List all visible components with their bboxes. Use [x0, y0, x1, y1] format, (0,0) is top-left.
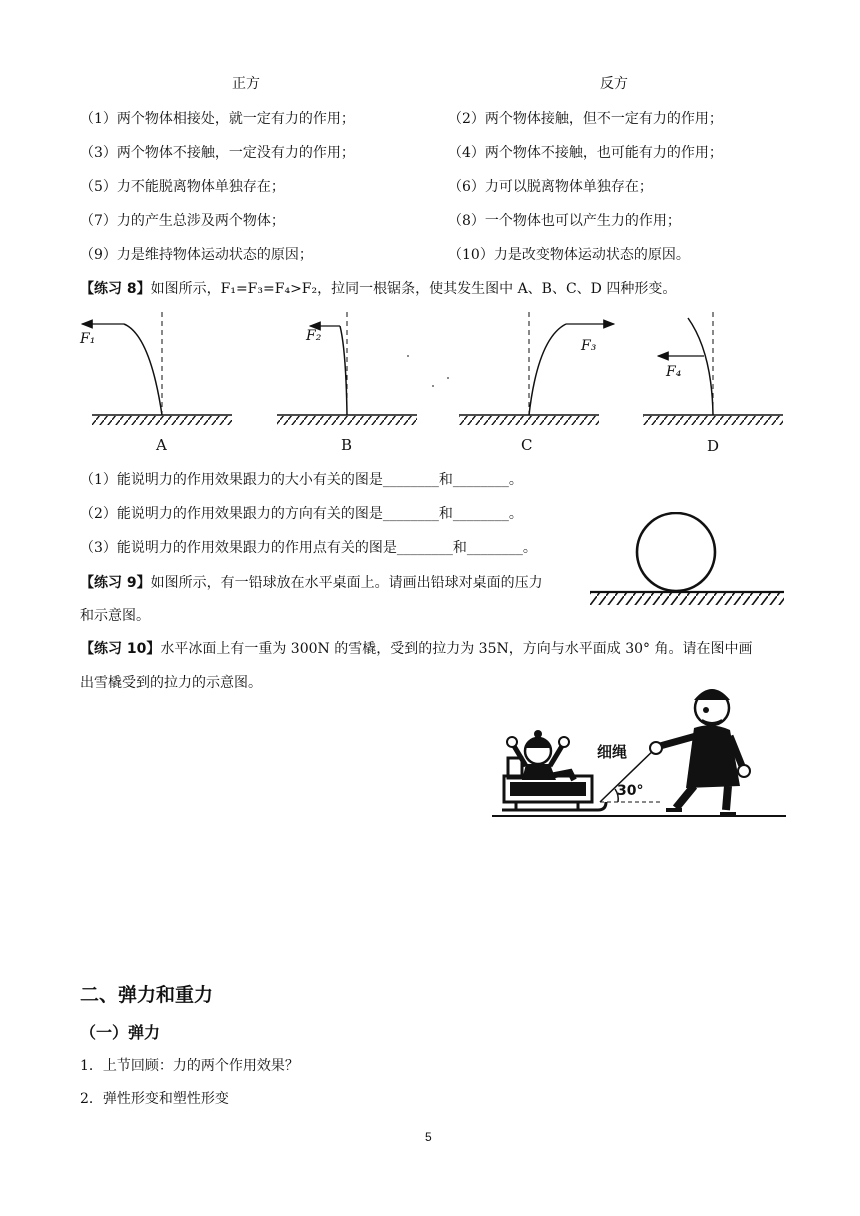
- right-column-header: 反方: [600, 76, 628, 92]
- sled-figure: [490, 676, 790, 826]
- exercise-8-question-2: （2）能说明力的作用效果跟力的方向有关的图是________和________。: [80, 506, 523, 522]
- exercise-9-prompt: [80, 572, 543, 592]
- statement-2: （2）两个物体接触，但不一定有力的作用；: [448, 111, 723, 127]
- angle-label: 30°: [617, 783, 644, 799]
- panel-b: [277, 312, 417, 425]
- panel-label-b: B: [341, 436, 353, 454]
- exercise-10-prompt: [80, 638, 752, 658]
- section-item-2: 2．弹性形变和塑性形变: [80, 1091, 229, 1107]
- ball-on-table-figure: [588, 512, 788, 612]
- panel-label-c: C: [521, 436, 533, 454]
- subsection-title: （一）弹力: [80, 1023, 161, 1042]
- section-item-1: 1．上节回顾：力的两个作用效果？: [80, 1058, 299, 1074]
- sled: [502, 758, 606, 810]
- exercise-8-prompt: [80, 278, 676, 298]
- shot-put-ball: [637, 513, 715, 591]
- statement-7: （7）力的产生总涉及两个物体；: [80, 213, 285, 229]
- statement-1: （1）两个物体相接处，就一定有力的作用；: [80, 111, 355, 127]
- force-label-f3: F₃: [581, 338, 597, 354]
- section-title: 二、弹力和重力: [80, 984, 214, 1006]
- exercise-8-question-3: （3）能说明力的作用效果跟力的作用点有关的图是________和________。: [80, 540, 537, 556]
- force-label-f4: F₄: [666, 364, 682, 380]
- panel-d: [643, 312, 783, 425]
- statement-6: （6）力可以脱离物体单独存在；: [448, 179, 653, 195]
- exercise-10-text-line2: 出雪橇受到的拉力的示意图。: [80, 675, 262, 691]
- child-figure: [507, 730, 574, 780]
- statement-9: （9）力是维持物体运动状态的原因；: [80, 247, 313, 263]
- force-label-f2: F₂: [306, 328, 322, 344]
- rope-label: 细绳: [597, 743, 628, 761]
- force-label-f1: F₁: [80, 331, 96, 347]
- panel-label-d: D: [707, 437, 720, 455]
- exercise-10-text-line1: 水平冰面上有一重为 300N 的雪橇，受到的拉力为 35N，方向与水平面成 30° 角。请在图中画: [160, 641, 753, 657]
- page-number: 5: [425, 1130, 432, 1144]
- left-column-header: 正方: [232, 76, 260, 92]
- statement-5: （5）力不能脱离物体单独存在；: [80, 179, 285, 195]
- exercise-9-tag: 【练习 9】: [80, 575, 151, 591]
- statement-10: （10）力是改变物体运动状态的原因。: [448, 247, 690, 263]
- statement-3: （3）两个物体不接触，一定没有力的作用；: [80, 145, 355, 161]
- adult-figure: [650, 689, 750, 814]
- panel-a: [82, 312, 232, 425]
- exercise-10-tag: 【练习 10】: [80, 641, 161, 657]
- exercise-9-text-line1: 如图所示，有一铅球放在水平桌面上。请画出铅球对桌面的压力: [150, 575, 543, 591]
- exercise-8-text: 如图所示，F₁=F₃=F₄>F₂，拉同一根锯条，使其发生图中 A、B、C、D 四种形变。: [150, 281, 677, 297]
- panel-label-a: A: [156, 436, 167, 454]
- exercise-8-question-1: （1）能说明力的作用效果跟力的大小有关的图是________和________。: [80, 472, 523, 488]
- panel-c: [459, 312, 614, 425]
- statement-8: （8）一个物体也可以产生力的作用；: [448, 213, 681, 229]
- exercise-9-text-line2: 和示意图。: [80, 608, 150, 624]
- statement-4: （4）两个物体不接触，也可能有力的作用；: [448, 145, 723, 161]
- saw-blade-figure: [0, 300, 860, 460]
- exercise-8-tag: 【练习 8】: [80, 281, 151, 297]
